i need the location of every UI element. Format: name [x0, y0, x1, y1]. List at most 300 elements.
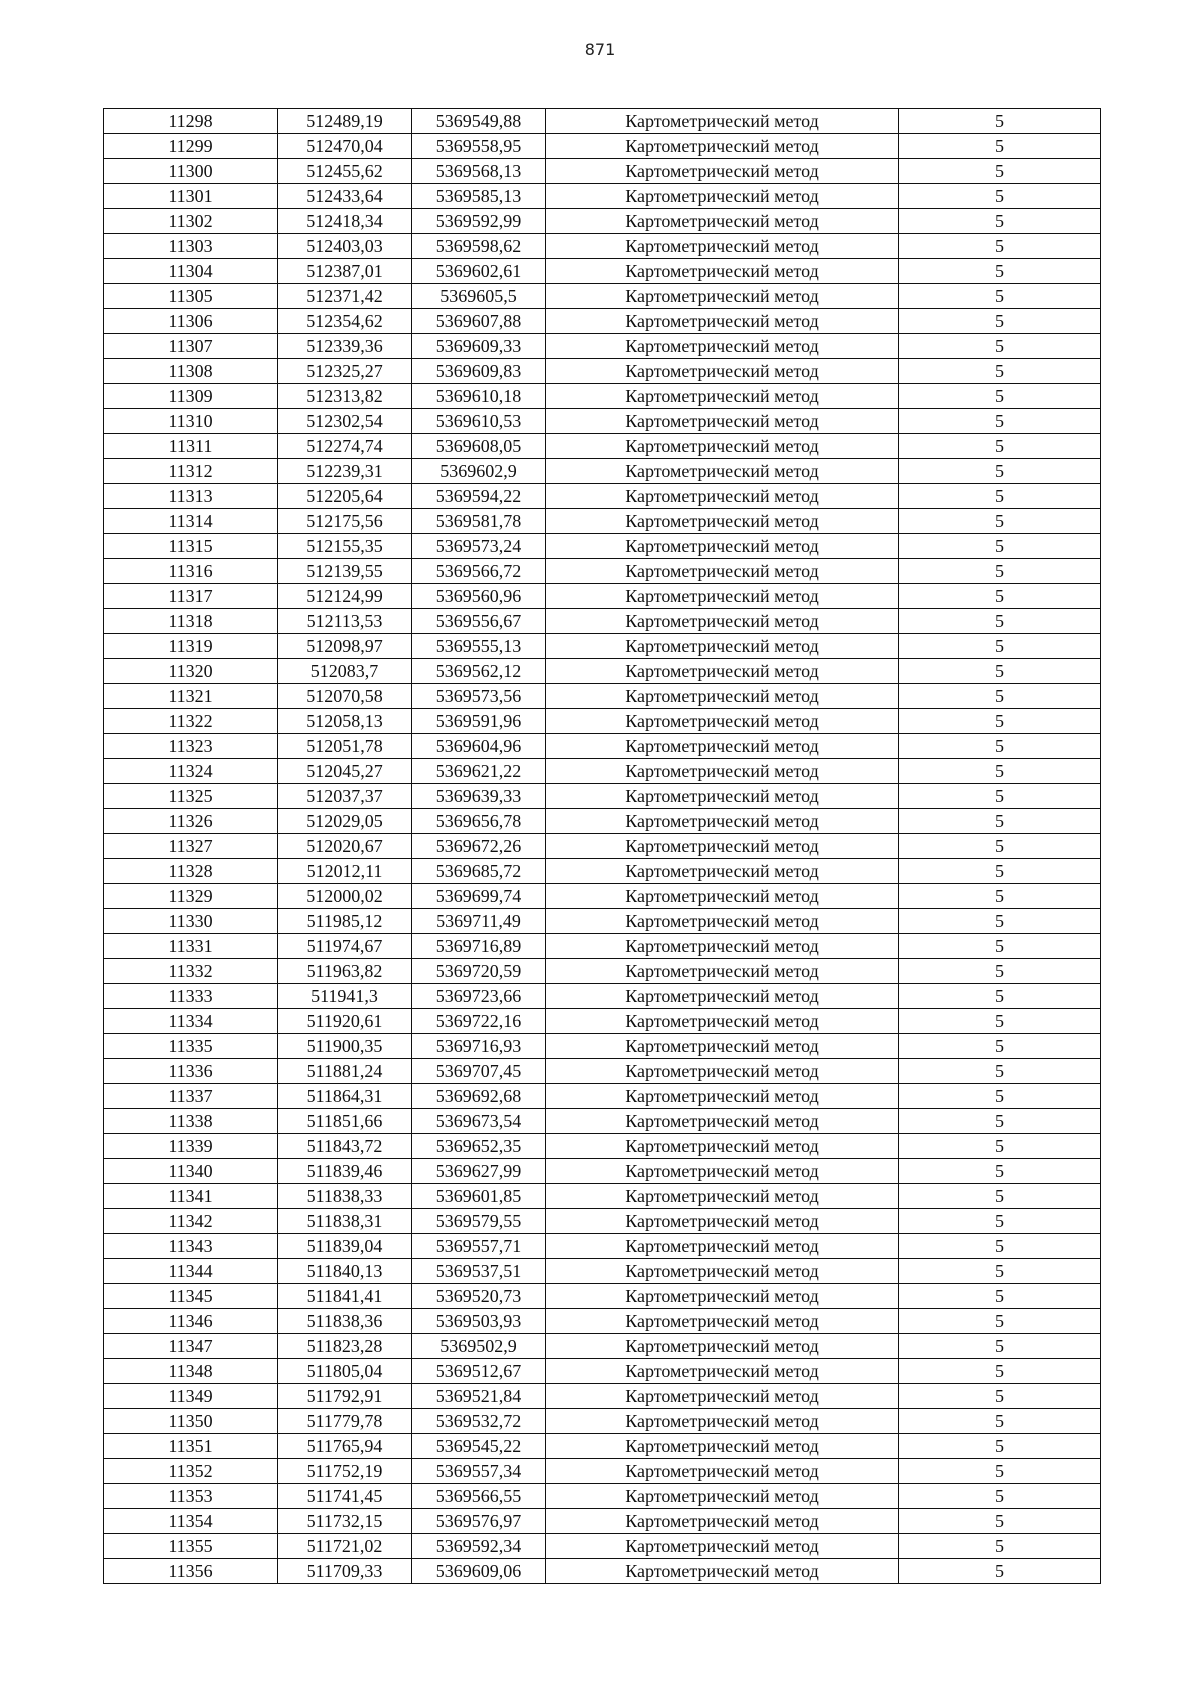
table-row: [104, 909, 1101, 934]
table-row: [104, 984, 1101, 1009]
point-number-cell: 11330: [104, 909, 278, 934]
point-number-cell: 11310: [104, 409, 278, 434]
accuracy-cell: 5: [899, 1409, 1101, 1434]
point-number-cell: 11355: [104, 1534, 278, 1559]
y-coordinate-cell: 5369722,16: [412, 1009, 546, 1034]
method-cell: Картометрический метод: [546, 684, 899, 709]
y-coordinate-cell: 5369562,12: [412, 659, 546, 684]
method-cell: Картометрический метод: [546, 434, 899, 459]
accuracy-cell: 5: [899, 1059, 1101, 1084]
method-cell: Картометрический метод: [546, 459, 899, 484]
method-cell: Картометрический метод: [546, 559, 899, 584]
method-cell: Картометрический метод: [546, 1384, 899, 1409]
accuracy-cell: 5: [899, 1434, 1101, 1459]
table-row: [104, 1434, 1101, 1459]
accuracy-cell: 5: [899, 1484, 1101, 1509]
method-cell: Картометрический метод: [546, 259, 899, 284]
x-coordinate-cell: 511838,33: [278, 1184, 412, 1209]
y-coordinate-cell: 5369609,83: [412, 359, 546, 384]
x-coordinate-cell: 511920,61: [278, 1009, 412, 1034]
table-row: [104, 1109, 1101, 1134]
method-cell: Картометрический метод: [546, 734, 899, 759]
point-number-cell: 11348: [104, 1359, 278, 1384]
method-cell: Картометрический метод: [546, 584, 899, 609]
y-coordinate-cell: 5369672,26: [412, 834, 546, 859]
x-coordinate-cell: 511838,36: [278, 1309, 412, 1334]
x-coordinate-cell: 511752,19: [278, 1459, 412, 1484]
x-coordinate-cell: 512239,31: [278, 459, 412, 484]
y-coordinate-cell: 5369610,53: [412, 409, 546, 434]
table-row: [104, 1159, 1101, 1184]
table-row: [104, 534, 1101, 559]
y-coordinate-cell: 5369602,61: [412, 259, 546, 284]
x-coordinate-cell: 512313,82: [278, 384, 412, 409]
x-coordinate-cell: 511974,67: [278, 934, 412, 959]
accuracy-cell: 5: [899, 734, 1101, 759]
x-coordinate-cell: 512339,36: [278, 334, 412, 359]
accuracy-cell: 5: [899, 1284, 1101, 1309]
y-coordinate-cell: 5369707,45: [412, 1059, 546, 1084]
accuracy-cell: 5: [899, 1259, 1101, 1284]
table-row: [104, 284, 1101, 309]
y-coordinate-cell: 5369604,96: [412, 734, 546, 759]
accuracy-cell: 5: [899, 634, 1101, 659]
table-row: [104, 1209, 1101, 1234]
x-coordinate-cell: 511941,3: [278, 984, 412, 1009]
x-coordinate-cell: 511839,46: [278, 1159, 412, 1184]
x-coordinate-cell: 511839,04: [278, 1234, 412, 1259]
method-cell: Картометрический метод: [546, 1234, 899, 1259]
point-number-cell: 11344: [104, 1259, 278, 1284]
table-row: [104, 359, 1101, 384]
x-coordinate-cell: 512302,54: [278, 409, 412, 434]
y-coordinate-cell: 5369692,68: [412, 1084, 546, 1109]
x-coordinate-cell: 512325,27: [278, 359, 412, 384]
table-row: [104, 1309, 1101, 1334]
point-number-cell: 11353: [104, 1484, 278, 1509]
table-row: [104, 1034, 1101, 1059]
y-coordinate-cell: 5369598,62: [412, 234, 546, 259]
table-row: [104, 809, 1101, 834]
accuracy-cell: 5: [899, 884, 1101, 909]
method-cell: Картометрический метод: [546, 709, 899, 734]
y-coordinate-cell: 5369573,56: [412, 684, 546, 709]
x-coordinate-cell: 511709,33: [278, 1559, 412, 1584]
table-row: [104, 559, 1101, 584]
accuracy-cell: 5: [899, 1134, 1101, 1159]
accuracy-cell: 5: [899, 484, 1101, 509]
point-number-cell: 11347: [104, 1334, 278, 1359]
x-coordinate-cell: 511881,24: [278, 1059, 412, 1084]
point-number-cell: 11301: [104, 184, 278, 209]
table-row: [104, 1509, 1101, 1534]
table-row: [104, 209, 1101, 234]
method-cell: Картометрический метод: [546, 1484, 899, 1509]
method-cell: Картометрический метод: [546, 809, 899, 834]
method-cell: Картометрический метод: [546, 284, 899, 309]
point-number-cell: 11299: [104, 134, 278, 159]
accuracy-cell: 5: [899, 1459, 1101, 1484]
x-coordinate-cell: 512387,01: [278, 259, 412, 284]
table-row: [104, 609, 1101, 634]
accuracy-cell: 5: [899, 184, 1101, 209]
x-coordinate-cell: 512051,78: [278, 734, 412, 759]
point-number-cell: 11336: [104, 1059, 278, 1084]
point-number-cell: 11329: [104, 884, 278, 909]
x-coordinate-cell: 512058,13: [278, 709, 412, 734]
y-coordinate-cell: 5369566,55: [412, 1484, 546, 1509]
y-coordinate-cell: 5369609,33: [412, 334, 546, 359]
table-row: [104, 784, 1101, 809]
table-row: [104, 1534, 1101, 1559]
table-row: [104, 509, 1101, 534]
y-coordinate-cell: 5369585,13: [412, 184, 546, 209]
x-coordinate-cell: 512455,62: [278, 159, 412, 184]
method-cell: Картометрический метод: [546, 1159, 899, 1184]
accuracy-cell: 5: [899, 609, 1101, 634]
point-number-cell: 11341: [104, 1184, 278, 1209]
x-coordinate-cell: 512418,34: [278, 209, 412, 234]
accuracy-cell: 5: [899, 1209, 1101, 1234]
x-coordinate-cell: 512083,7: [278, 659, 412, 684]
table-row: [104, 384, 1101, 409]
x-coordinate-cell: 511864,31: [278, 1084, 412, 1109]
method-cell: Картометрический метод: [546, 609, 899, 634]
table-row: [104, 409, 1101, 434]
y-coordinate-cell: 5369521,84: [412, 1384, 546, 1409]
accuracy-cell: 5: [899, 434, 1101, 459]
x-coordinate-cell: 511900,35: [278, 1034, 412, 1059]
point-number-cell: 11322: [104, 709, 278, 734]
table-row: [104, 234, 1101, 259]
y-coordinate-cell: 5369592,34: [412, 1534, 546, 1559]
method-cell: Картометрический метод: [546, 1009, 899, 1034]
y-coordinate-cell: 5369594,22: [412, 484, 546, 509]
method-cell: Картометрический метод: [546, 759, 899, 784]
x-coordinate-cell: 512433,64: [278, 184, 412, 209]
accuracy-cell: 5: [899, 759, 1101, 784]
page-number: 871: [584, 40, 616, 59]
accuracy-cell: 5: [899, 309, 1101, 334]
accuracy-cell: 5: [899, 1109, 1101, 1134]
table-row: [104, 484, 1101, 509]
table-row: [104, 309, 1101, 334]
point-number-cell: 11313: [104, 484, 278, 509]
accuracy-cell: 5: [899, 1359, 1101, 1384]
x-coordinate-cell: 511741,45: [278, 1484, 412, 1509]
point-number-cell: 11338: [104, 1109, 278, 1134]
x-coordinate-cell: 512354,62: [278, 309, 412, 334]
accuracy-cell: 5: [899, 534, 1101, 559]
accuracy-cell: 5: [899, 1234, 1101, 1259]
accuracy-cell: 5: [899, 559, 1101, 584]
method-cell: Картометрический метод: [546, 1259, 899, 1284]
point-number-cell: 11325: [104, 784, 278, 809]
table-row: [104, 959, 1101, 984]
x-coordinate-cell: 512139,55: [278, 559, 412, 584]
table-row: [104, 1334, 1101, 1359]
method-cell: Картометрический метод: [546, 984, 899, 1009]
point-number-cell: 11314: [104, 509, 278, 534]
y-coordinate-cell: 5369566,72: [412, 559, 546, 584]
point-number-cell: 11340: [104, 1159, 278, 1184]
accuracy-cell: 5: [899, 1534, 1101, 1559]
x-coordinate-cell: 512098,97: [278, 634, 412, 659]
point-number-cell: 11331: [104, 934, 278, 959]
point-number-cell: 11343: [104, 1234, 278, 1259]
accuracy-cell: 5: [899, 1334, 1101, 1359]
x-coordinate-cell: 512037,37: [278, 784, 412, 809]
point-number-cell: 11350: [104, 1409, 278, 1434]
accuracy-cell: 5: [899, 709, 1101, 734]
accuracy-cell: 5: [899, 509, 1101, 534]
point-number-cell: 11342: [104, 1209, 278, 1234]
accuracy-cell: 5: [899, 109, 1101, 134]
coordinates-table: [103, 108, 1101, 1584]
method-cell: Картометрический метод: [546, 109, 899, 134]
y-coordinate-cell: 5369532,72: [412, 1409, 546, 1434]
table-row: [104, 834, 1101, 859]
y-coordinate-cell: 5369581,78: [412, 509, 546, 534]
point-number-cell: 11334: [104, 1009, 278, 1034]
y-coordinate-cell: 5369568,13: [412, 159, 546, 184]
method-cell: Картометрический метод: [546, 309, 899, 334]
method-cell: Картометрический метод: [546, 534, 899, 559]
method-cell: Картометрический метод: [546, 1184, 899, 1209]
y-coordinate-cell: 5369711,49: [412, 909, 546, 934]
method-cell: Картометрический метод: [546, 359, 899, 384]
table-row: [104, 709, 1101, 734]
x-coordinate-cell: 512489,19: [278, 109, 412, 134]
y-coordinate-cell: 5369699,74: [412, 884, 546, 909]
accuracy-cell: 5: [899, 1309, 1101, 1334]
method-cell: Картометрический метод: [546, 784, 899, 809]
accuracy-cell: 5: [899, 1184, 1101, 1209]
table-row: [104, 1059, 1101, 1084]
method-cell: Картометрический метод: [546, 934, 899, 959]
accuracy-cell: 5: [899, 859, 1101, 884]
y-coordinate-cell: 5369610,18: [412, 384, 546, 409]
accuracy-cell: 5: [899, 934, 1101, 959]
accuracy-cell: 5: [899, 384, 1101, 409]
point-number-cell: 11305: [104, 284, 278, 309]
table-row: [104, 1134, 1101, 1159]
x-coordinate-cell: 511779,78: [278, 1409, 412, 1434]
x-coordinate-cell: 512371,42: [278, 284, 412, 309]
point-number-cell: 11337: [104, 1084, 278, 1109]
method-cell: Картометрический метод: [546, 334, 899, 359]
y-coordinate-cell: 5369557,34: [412, 1459, 546, 1484]
table-row: [104, 1384, 1101, 1409]
accuracy-cell: 5: [899, 1034, 1101, 1059]
y-coordinate-cell: 5369537,51: [412, 1259, 546, 1284]
method-cell: Картометрический метод: [546, 1509, 899, 1534]
accuracy-cell: 5: [899, 459, 1101, 484]
accuracy-cell: 5: [899, 659, 1101, 684]
x-coordinate-cell: 512155,35: [278, 534, 412, 559]
y-coordinate-cell: 5369592,99: [412, 209, 546, 234]
y-coordinate-cell: 5369591,96: [412, 709, 546, 734]
accuracy-cell: 5: [899, 209, 1101, 234]
point-number-cell: 11307: [104, 334, 278, 359]
point-number-cell: 11345: [104, 1284, 278, 1309]
method-cell: Картометрический метод: [546, 1284, 899, 1309]
y-coordinate-cell: 5369558,95: [412, 134, 546, 159]
y-coordinate-cell: 5369520,73: [412, 1284, 546, 1309]
x-coordinate-cell: 511841,41: [278, 1284, 412, 1309]
point-number-cell: 11339: [104, 1134, 278, 1159]
table-row: [104, 1409, 1101, 1434]
table-row: [104, 1084, 1101, 1109]
point-number-cell: 11327: [104, 834, 278, 859]
x-coordinate-cell: 512012,11: [278, 859, 412, 884]
accuracy-cell: 5: [899, 159, 1101, 184]
table-row: [104, 1459, 1101, 1484]
table-row: [104, 1009, 1101, 1034]
x-coordinate-cell: 511843,72: [278, 1134, 412, 1159]
method-cell: Картометрический метод: [546, 834, 899, 859]
method-cell: Картометрический метод: [546, 884, 899, 909]
accuracy-cell: 5: [899, 134, 1101, 159]
method-cell: Картометрический метод: [546, 659, 899, 684]
point-number-cell: 11335: [104, 1034, 278, 1059]
accuracy-cell: 5: [899, 809, 1101, 834]
method-cell: Картометрический метод: [546, 1084, 899, 1109]
point-number-cell: 11332: [104, 959, 278, 984]
accuracy-cell: 5: [899, 259, 1101, 284]
x-coordinate-cell: 512113,53: [278, 609, 412, 634]
point-number-cell: 11312: [104, 459, 278, 484]
table-row: [104, 884, 1101, 909]
point-number-cell: 11346: [104, 1309, 278, 1334]
point-number-cell: 11351: [104, 1434, 278, 1459]
point-number-cell: 11326: [104, 809, 278, 834]
point-number-cell: 11317: [104, 584, 278, 609]
y-coordinate-cell: 5369560,96: [412, 584, 546, 609]
method-cell: Картометрический метод: [546, 1434, 899, 1459]
y-coordinate-cell: 5369549,88: [412, 109, 546, 134]
point-number-cell: 11309: [104, 384, 278, 409]
y-coordinate-cell: 5369723,66: [412, 984, 546, 1009]
table-row: [104, 659, 1101, 684]
accuracy-cell: 5: [899, 984, 1101, 1009]
point-number-cell: 11356: [104, 1559, 278, 1584]
table-row: [104, 934, 1101, 959]
point-number-cell: 11352: [104, 1459, 278, 1484]
method-cell: Картометрический метод: [546, 234, 899, 259]
accuracy-cell: 5: [899, 409, 1101, 434]
table-row: [104, 759, 1101, 784]
method-cell: Картометрический метод: [546, 1309, 899, 1334]
method-cell: Картометрический метод: [546, 1534, 899, 1559]
point-number-cell: 11298: [104, 109, 278, 134]
accuracy-cell: 5: [899, 784, 1101, 809]
method-cell: Картометрический метод: [546, 1059, 899, 1084]
y-coordinate-cell: 5369555,13: [412, 634, 546, 659]
method-cell: Картометрический метод: [546, 634, 899, 659]
method-cell: Картометрический метод: [546, 1334, 899, 1359]
point-number-cell: 11349: [104, 1384, 278, 1409]
x-coordinate-cell: 512205,64: [278, 484, 412, 509]
accuracy-cell: 5: [899, 1159, 1101, 1184]
table-row: [104, 734, 1101, 759]
table-row: [104, 1234, 1101, 1259]
table-row: [104, 1184, 1101, 1209]
x-coordinate-cell: 512470,04: [278, 134, 412, 159]
table-row: [104, 584, 1101, 609]
x-coordinate-cell: 511732,15: [278, 1509, 412, 1534]
accuracy-cell: 5: [899, 1009, 1101, 1034]
x-coordinate-cell: 512020,67: [278, 834, 412, 859]
point-number-cell: 11354: [104, 1509, 278, 1534]
table-row: [104, 159, 1101, 184]
y-coordinate-cell: 5369716,93: [412, 1034, 546, 1059]
x-coordinate-cell: 511805,04: [278, 1359, 412, 1384]
y-coordinate-cell: 5369579,55: [412, 1209, 546, 1234]
y-coordinate-cell: 5369720,59: [412, 959, 546, 984]
point-number-cell: 11300: [104, 159, 278, 184]
table-row: [104, 134, 1101, 159]
point-number-cell: 11319: [104, 634, 278, 659]
method-cell: Картометрический метод: [546, 1034, 899, 1059]
y-coordinate-cell: 5369652,35: [412, 1134, 546, 1159]
method-cell: Картометрический метод: [546, 134, 899, 159]
y-coordinate-cell: 5369685,72: [412, 859, 546, 884]
accuracy-cell: 5: [899, 1509, 1101, 1534]
y-coordinate-cell: 5369512,67: [412, 1359, 546, 1384]
x-coordinate-cell: 512274,74: [278, 434, 412, 459]
accuracy-cell: 5: [899, 584, 1101, 609]
x-coordinate-cell: 511851,66: [278, 1109, 412, 1134]
accuracy-cell: 5: [899, 1384, 1101, 1409]
x-coordinate-cell: 512403,03: [278, 234, 412, 259]
x-coordinate-cell: 511985,12: [278, 909, 412, 934]
table-row: [104, 684, 1101, 709]
x-coordinate-cell: 511963,82: [278, 959, 412, 984]
y-coordinate-cell: 5369627,99: [412, 1159, 546, 1184]
accuracy-cell: 5: [899, 909, 1101, 934]
table-row: [104, 859, 1101, 884]
table-row: [104, 109, 1101, 134]
point-number-cell: 11323: [104, 734, 278, 759]
method-cell: Картометрический метод: [546, 959, 899, 984]
accuracy-cell: 5: [899, 959, 1101, 984]
point-number-cell: 11333: [104, 984, 278, 1009]
table-row: [104, 434, 1101, 459]
y-coordinate-cell: 5369503,93: [412, 1309, 546, 1334]
table-row: [104, 459, 1101, 484]
table-row: [104, 184, 1101, 209]
point-number-cell: 11311: [104, 434, 278, 459]
point-number-cell: 11320: [104, 659, 278, 684]
x-coordinate-cell: 511765,94: [278, 1434, 412, 1459]
method-cell: Картометрический метод: [546, 159, 899, 184]
point-number-cell: 11308: [104, 359, 278, 384]
x-coordinate-cell: 511840,13: [278, 1259, 412, 1284]
y-coordinate-cell: 5369557,71: [412, 1234, 546, 1259]
accuracy-cell: 5: [899, 1084, 1101, 1109]
table-row: [104, 1284, 1101, 1309]
point-number-cell: 11302: [104, 209, 278, 234]
method-cell: Картометрический метод: [546, 484, 899, 509]
y-coordinate-cell: 5369607,88: [412, 309, 546, 334]
y-coordinate-cell: 5369576,97: [412, 1509, 546, 1534]
accuracy-cell: 5: [899, 284, 1101, 309]
table-row: [104, 1259, 1101, 1284]
table-row: [104, 634, 1101, 659]
x-coordinate-cell: 512029,05: [278, 809, 412, 834]
x-coordinate-cell: 512045,27: [278, 759, 412, 784]
